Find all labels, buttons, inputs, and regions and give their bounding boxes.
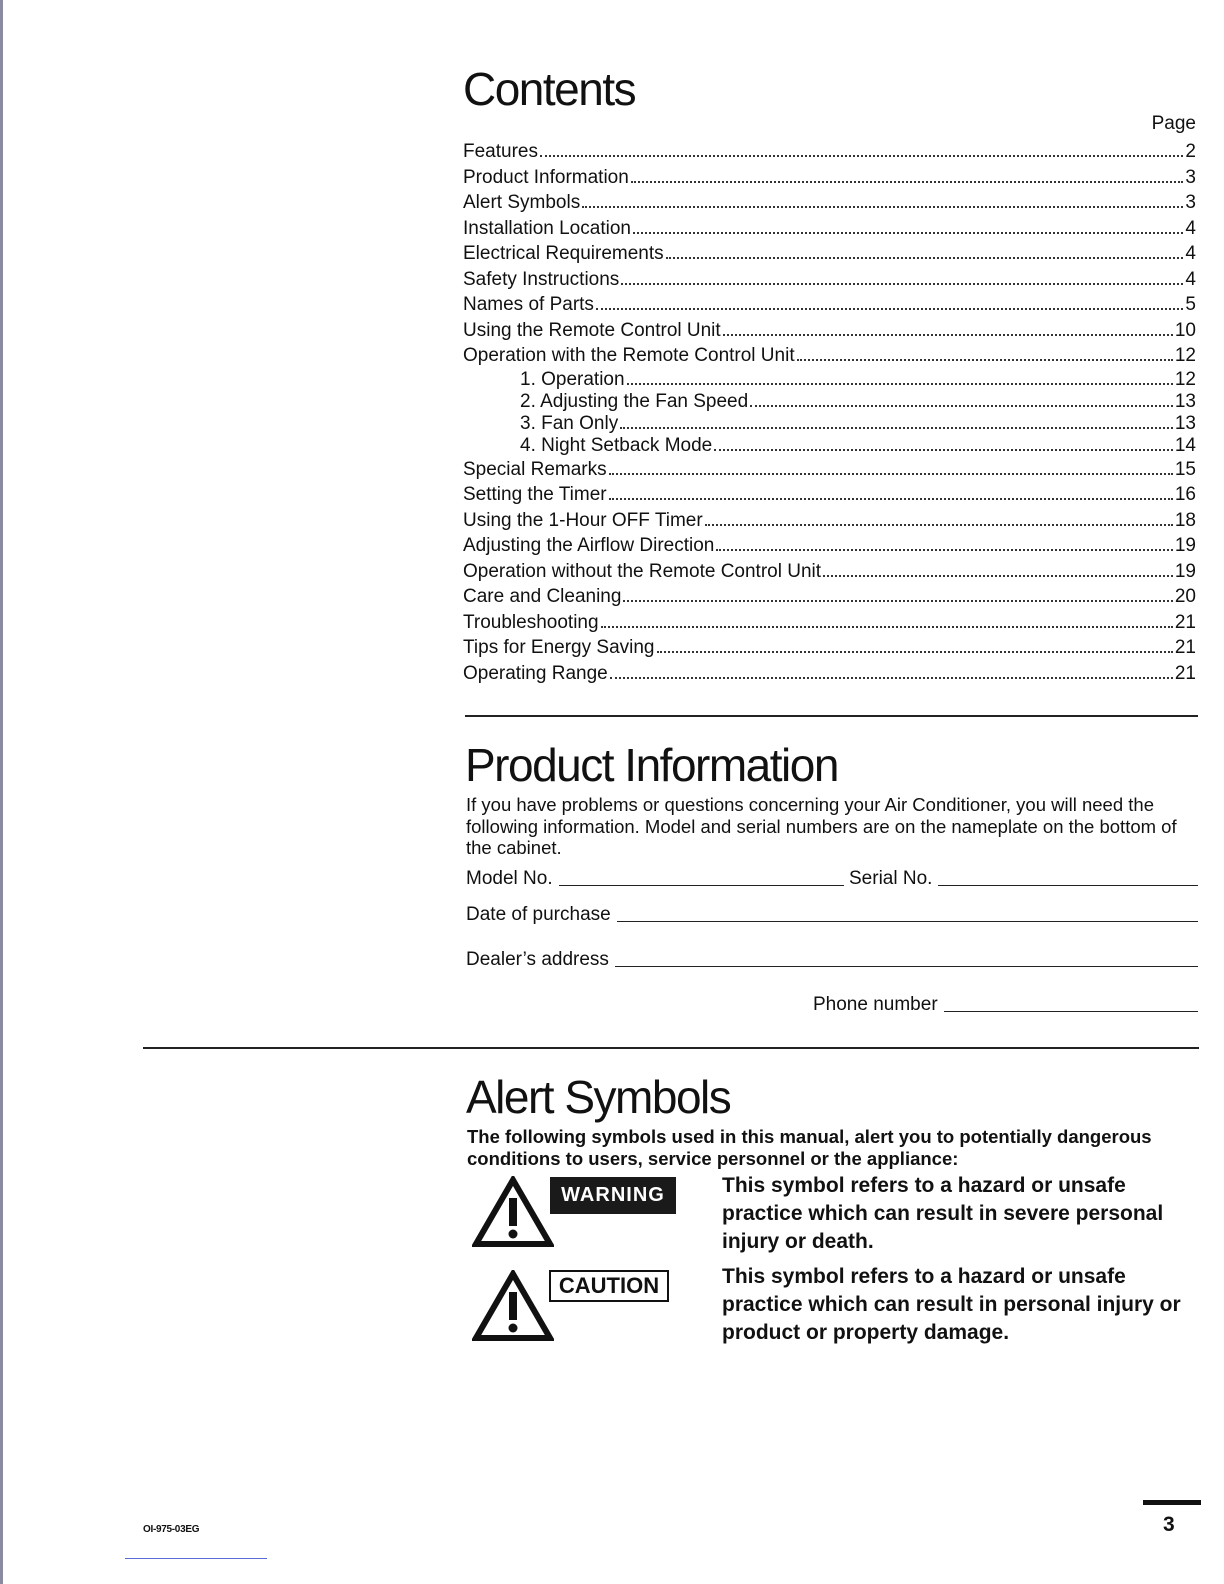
toc-entry-page: 2 — [1185, 141, 1196, 162]
toc-entry — [463, 559, 1196, 585]
toc-leader — [705, 523, 1173, 526]
toc-entry-page: 16 — [1174, 484, 1196, 505]
page-column-label: Page — [1151, 113, 1196, 134]
date-of-purchase-blank-line — [617, 920, 1198, 922]
date-of-purchase-label: Date of purchase — [466, 904, 611, 925]
caution-description: This symbol refers to a hazard or unsafe practice which can result in personal injury or product or property damage. — [722, 1265, 1181, 1344]
toc-leader — [623, 599, 1172, 602]
section-divider — [465, 715, 1198, 717]
scan-artifact-line — [125, 1558, 267, 1559]
toc-entry-page: 19 — [1174, 535, 1196, 556]
toc-entry — [463, 661, 1196, 687]
toc-entry-page: 4 — [1185, 243, 1196, 264]
toc-entry-page: 12 — [1174, 345, 1196, 366]
toc-subentry — [463, 413, 1196, 435]
toc-entry-page: 5 — [1185, 294, 1196, 315]
toc-entry-page: 3 — [1185, 192, 1196, 213]
toc-entry — [463, 457, 1196, 483]
toc-entry — [463, 318, 1196, 344]
toc-entry-title: Troubleshooting — [463, 611, 599, 633]
toc-entry-title: Electrical Requirements — [463, 243, 664, 264]
model-no-label: Model No. — [466, 868, 553, 889]
warning-badge: WARNING — [550, 1177, 676, 1214]
warning-triangle-icon — [472, 1176, 554, 1248]
toc-entry-page: 4 — [1185, 217, 1196, 239]
toc-leader — [666, 256, 1184, 259]
toc-entry-title: Setting the Timer — [463, 484, 607, 505]
model-no-blank-line — [559, 884, 844, 886]
toc-entry-title: Features — [463, 141, 538, 162]
toc-leader — [657, 650, 1173, 653]
toc-entry-page: 21 — [1174, 611, 1196, 633]
toc-leader — [714, 448, 1173, 451]
toc-subentry — [463, 369, 1196, 391]
toc-entry-page: 15 — [1174, 458, 1196, 480]
toc-entry — [463, 482, 1196, 508]
toc-entry — [463, 533, 1196, 559]
alert-symbols-title: Alert Symbols — [466, 1071, 731, 1123]
toc-entry-page: 10 — [1174, 319, 1196, 341]
caution-badge: CAUTION — [549, 1270, 669, 1302]
toc-leader — [797, 358, 1173, 361]
toc-entry-title: Using the Remote Control Unit — [463, 319, 721, 341]
toc-entry-title: 2. Adjusting the Fan Speed — [520, 390, 749, 412]
warning-description: This symbol refers to a hazard or unsafe practice which can result in severe personal injury or death. — [722, 1174, 1164, 1253]
serial-no-field — [849, 868, 1198, 890]
toc-entry — [463, 508, 1196, 534]
toc-leader — [723, 333, 1173, 336]
toc-entry-title: Adjusting the Airflow Direction — [463, 535, 715, 556]
model-no-field — [466, 868, 844, 890]
caution-triangle-icon — [472, 1270, 554, 1342]
toc-entry — [463, 635, 1196, 661]
toc-entry-page: 18 — [1174, 509, 1196, 531]
phone-number-blank-line — [944, 1010, 1198, 1012]
toc-subentry — [463, 391, 1196, 413]
toc-entry-page: 12 — [1174, 368, 1196, 390]
toc-entry-page: 3 — [1185, 166, 1196, 188]
toc-entry-page: 21 — [1174, 637, 1196, 658]
page-number: 3 — [1163, 1513, 1175, 1536]
toc-entry-title: Installation Location — [463, 217, 631, 239]
toc-leader — [601, 625, 1173, 628]
toc-leader — [716, 548, 1173, 551]
serial-no-blank-line — [938, 884, 1198, 886]
toc-leader — [609, 497, 1173, 500]
toc-entry-title: Tips for Energy Saving — [463, 637, 655, 658]
toc-entry — [463, 165, 1196, 191]
toc-entry-title: 3. Fan Only — [520, 412, 619, 434]
toc-entry-page: 14 — [1174, 434, 1196, 456]
toc-entry — [463, 139, 1196, 165]
toc-entry-title: 4. Night Setback Mode — [520, 434, 713, 456]
toc-entry-title: Safety Instructions — [463, 268, 620, 290]
dealers-address-field — [466, 949, 1198, 971]
toc-subentry — [463, 435, 1196, 457]
toc-leader — [540, 154, 1183, 157]
toc-leader — [633, 231, 1183, 234]
page-number-bar — [1143, 1500, 1201, 1505]
toc-leader — [582, 205, 1183, 208]
toc-entry-title: 1. Operation — [520, 368, 625, 390]
toc-entry — [463, 610, 1196, 636]
contents-title: Contents — [463, 63, 636, 115]
toc-leader — [610, 676, 1173, 679]
toc-entry-title: Alert Symbols — [463, 192, 581, 213]
toc-entry-title: Product Information — [463, 166, 629, 188]
alert-symbols-description: The following symbols used in this manual, alert you to potentially dangerous conditions to users, service personnel or the appliance: — [467, 1126, 1152, 1169]
phone-number-field — [813, 994, 1198, 1016]
toc-leader — [631, 180, 1184, 183]
dealers-address-label: Dealer’s address — [466, 949, 609, 970]
toc-leader — [609, 472, 1173, 475]
document-code: OI-975-03EG — [143, 1524, 200, 1535]
date-of-purchase-field — [466, 904, 1198, 926]
toc-entry-title: Operation with the Remote Control Unit — [463, 345, 795, 366]
toc-entry-title: Names of Parts — [463, 294, 594, 315]
toc-leader — [620, 426, 1173, 429]
toc-entry-page: 19 — [1174, 560, 1196, 582]
toc-entry — [463, 241, 1196, 267]
toc-leader — [621, 282, 1183, 285]
toc-entry — [463, 267, 1196, 293]
toc-entry-title: Operating Range — [463, 662, 608, 684]
toc-entry-page: 4 — [1185, 268, 1196, 290]
toc-entry — [463, 216, 1196, 242]
serial-no-label: Serial No. — [849, 868, 933, 889]
section-divider — [143, 1047, 1199, 1049]
toc-entry — [463, 292, 1196, 318]
toc-entry-title: Special Remarks — [463, 458, 607, 480]
toc-entry-title: Operation without the Remote Control Unit — [463, 560, 822, 582]
toc-entry-title: Using the 1-Hour OFF Timer — [463, 509, 703, 531]
phone-number-label: Phone number — [813, 994, 938, 1015]
toc-entry-title: Care and Cleaning — [463, 586, 622, 607]
toc-entry-page: 13 — [1174, 412, 1196, 434]
toc-entry — [463, 584, 1196, 610]
table-of-contents — [463, 139, 1196, 686]
toc-entry — [463, 190, 1196, 216]
toc-entry — [463, 343, 1196, 369]
product-information-description: If you have problems or questions concerning your Air Conditioner, you will need the following information. Model and serial numbers are on the nameplate on the bottom of the cabinet. — [466, 794, 1177, 858]
toc-entry-page: 21 — [1174, 662, 1196, 684]
product-information-title: Product Information — [465, 739, 838, 791]
toc-entry-page: 13 — [1174, 390, 1196, 412]
toc-leader — [823, 574, 1173, 577]
toc-leader — [627, 382, 1173, 385]
toc-entry-page: 20 — [1174, 586, 1196, 607]
toc-leader — [596, 307, 1183, 310]
dealers-address-blank-line — [615, 965, 1198, 967]
scan-left-edge — [0, 0, 3, 1584]
toc-leader — [750, 404, 1173, 407]
